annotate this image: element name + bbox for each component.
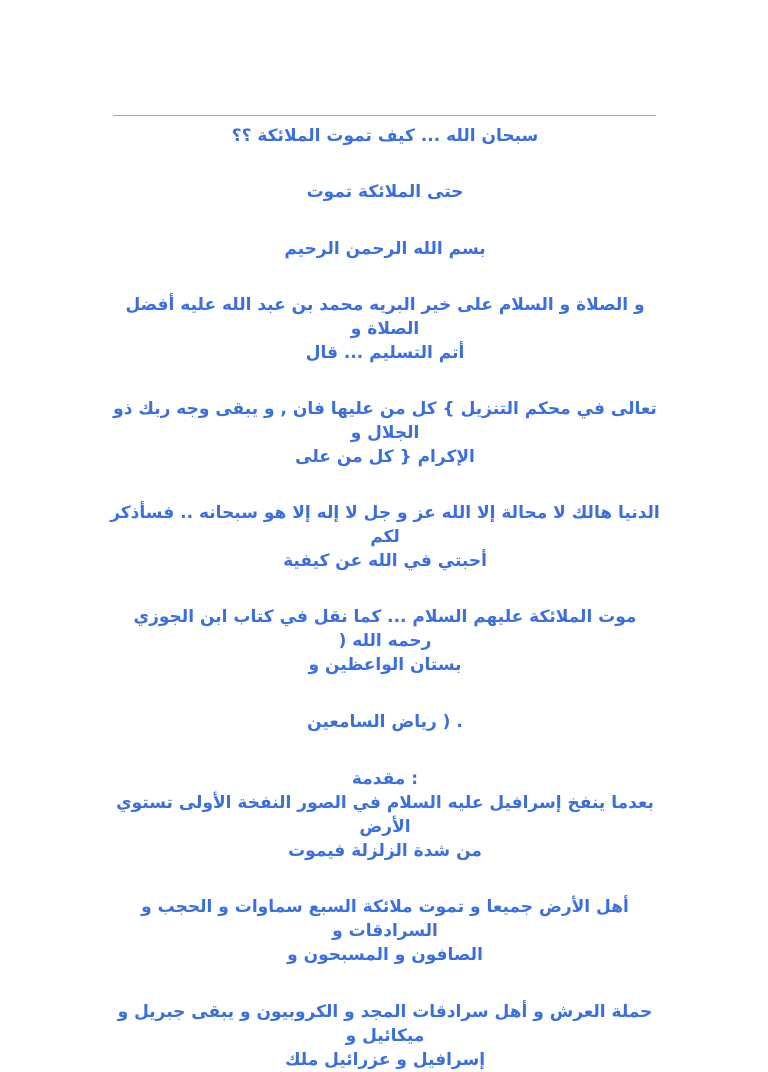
paragraph-israfil: بعدما ينفخ إسرافيل عليه السلام في الصور النفخة الأولى تستوي الأرض من شدة الزلزلة فيموت: [116, 793, 654, 861]
document-body: [110, 120, 660, 1072]
paragraph-intro-heading: : مقدمة: [351, 769, 419, 789]
paragraph-riyad: . ( رياض السامعين: [307, 712, 463, 732]
paragraph-basmala: بسم الله الرحمن الرحيم: [284, 239, 486, 259]
paragraph-source: موت الملائكة عليهم السلام ... كما نقل في كتاب ابن الجوزي رحمه الله ( بستان الواعظين و: [133, 607, 637, 675]
paragraph-subtitle: حتى الملائكة تموت: [306, 182, 464, 202]
paragraph-title: سبحان الله ... كيف تموت الملائكة ؟؟: [231, 126, 539, 146]
paragraph-salat: و الصلاة و السلام على خير البريه محمد بن عبد الله عليه أفضل الصلاة و أتم التسليم ... قال: [125, 295, 645, 363]
paragraph-earth: أهل الأرض جميعا و تموت ملائكة السبع سماوات و الحجب و السرادقات و الصافون و المسبحون و: [141, 897, 629, 965]
top-divider: [113, 115, 656, 116]
paragraph-throne: حملة العرش و أهل سرادقات المجد و الكروبيون و يبقى جبريل و ميكائيل و إسرافيل و عزرائيل ملك: [117, 1002, 653, 1070]
paragraph-verse: تعالى في محكم التنزيل } كل من عليها فان , و يبقى وجه ربك ذو الجلال و الإكرام { كل من على: [113, 399, 657, 467]
paragraph-dunya: الدنيا هالك لا محالة إلا الله عز و جل لا إله إلا هو سبحانه .. فسأذكر لكم أحبتي في الله عن كيفية: [110, 503, 660, 571]
